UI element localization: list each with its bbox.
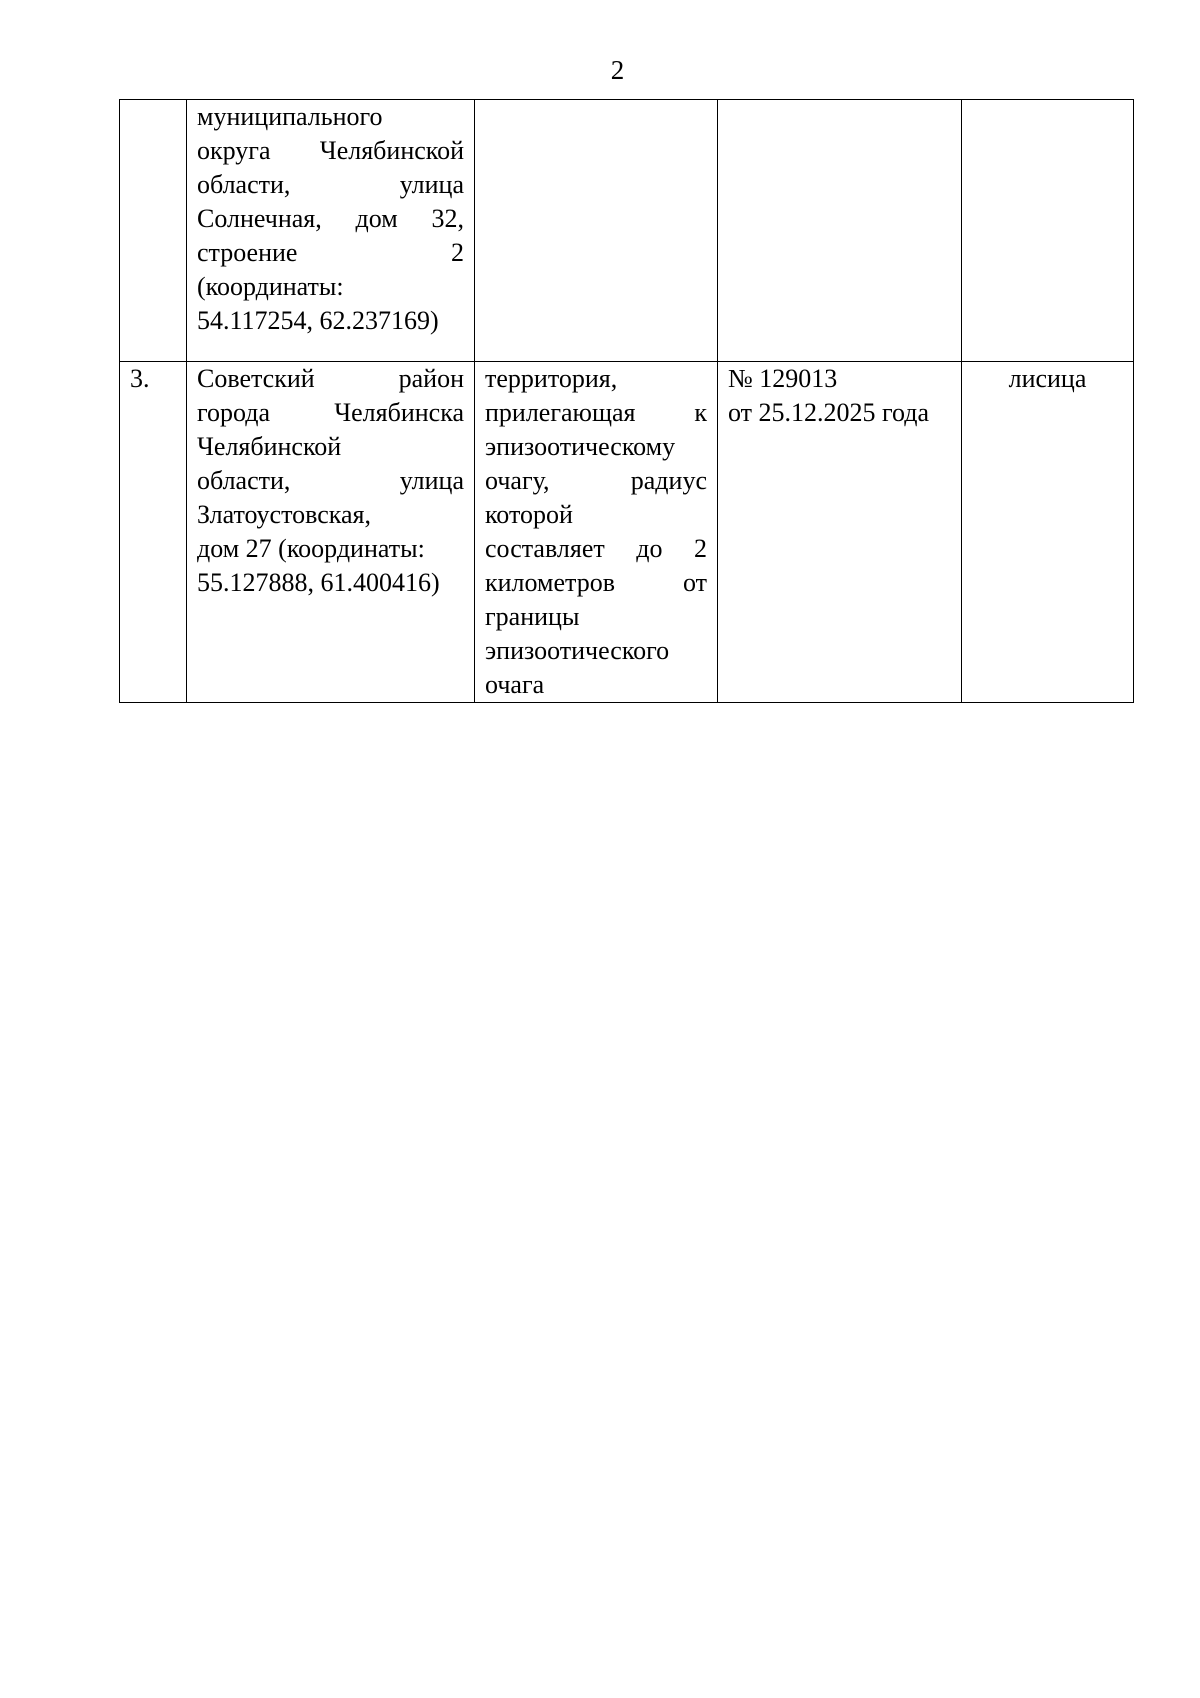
location-line: 54.117254, 62.237169) bbox=[197, 306, 439, 335]
location-line: области, улица bbox=[197, 466, 464, 495]
territory-line: эпизоотическому bbox=[485, 432, 676, 461]
location-line: Челябинской bbox=[197, 432, 342, 461]
territory-line: составляет до 2 bbox=[485, 534, 707, 563]
document-cell bbox=[718, 100, 962, 362]
territory-line: эпизоотического bbox=[485, 636, 670, 665]
location-line: Солнечная, дом 32, bbox=[197, 204, 464, 233]
territory-line: километров от bbox=[485, 568, 707, 597]
table-row bbox=[120, 362, 1134, 703]
quarantine-table bbox=[119, 99, 1134, 703]
location-line: 55.127888, 61.400416) bbox=[197, 568, 440, 597]
document-cell bbox=[718, 362, 962, 703]
territory-line: очага bbox=[485, 670, 545, 699]
location-cell bbox=[187, 362, 475, 703]
location-line: муниципального bbox=[197, 102, 383, 131]
row-number-cell bbox=[120, 100, 187, 362]
territory-line: территория, bbox=[485, 364, 618, 393]
animal-cell bbox=[962, 100, 1134, 362]
location-line: области, улица bbox=[197, 170, 464, 199]
territory-line: очагу, радиус bbox=[485, 466, 707, 495]
location-line: Златоустовская, bbox=[197, 500, 372, 529]
location-line: округа Челябинской bbox=[197, 136, 464, 165]
territory-line: прилегающая к bbox=[485, 398, 707, 427]
document-date: от 25.12.2025 года bbox=[728, 398, 930, 427]
territory-cell bbox=[475, 362, 718, 703]
row-number-cell: 3. bbox=[120, 362, 187, 703]
location-line: дом 27 (координаты: bbox=[197, 534, 425, 563]
location-line: строение 2 bbox=[197, 238, 464, 267]
animal-cell: лисица bbox=[962, 362, 1134, 703]
document-number: № 129013 bbox=[728, 364, 838, 393]
table-row bbox=[120, 100, 1134, 362]
location-line: города Челябинска bbox=[197, 398, 464, 427]
page-number: 2 bbox=[610, 55, 625, 85]
location-cell bbox=[187, 100, 475, 362]
territory-line: которой bbox=[485, 500, 573, 529]
location-line: (координаты: bbox=[197, 272, 344, 301]
territory-line: границы bbox=[485, 602, 580, 631]
territory-cell bbox=[475, 100, 718, 362]
location-line: Советский район bbox=[197, 364, 464, 393]
